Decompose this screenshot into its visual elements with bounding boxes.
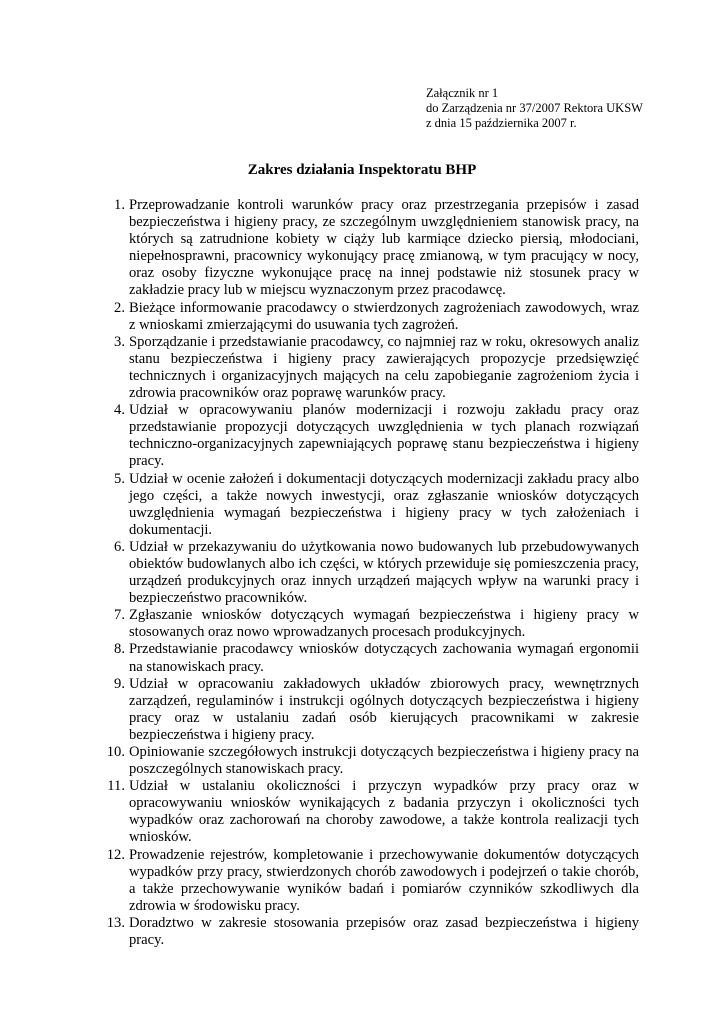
- list-item-number: 10.: [106, 744, 125, 760]
- attachment-line-3: z dnia 15 października 2007 r.: [426, 116, 577, 130]
- list-item-text: Doradztwo w zakresie stosowania przepisów oraz zasad bezpieczeństwa i higieny pracy.: [129, 914, 639, 949]
- list-item: [99, 197, 639, 300]
- list-item-text: Przeprowadzanie kontroli warunków pracy oraz przestrzegania przepisów i zasad bezpieczeństwa i higieny pracy, ze szczególnym uwzględnieniem stanowisk pracy, na których są zatrudnione kobiety w ciąży lub karmiące dziecko piersią, młodociani, niepełnosprawni, pracownicy wykonujący pracę zmianową, w tym pracujący w nocy, oraz osoby fizyczne wykonujące pracę na innej podstawie niż stosunek pracy w zakładzie pracy lub w miejscu wyznaczonym przez pracodawcę.: [129, 197, 639, 299]
- list-item: [99, 402, 639, 470]
- attachment-line-1: Załącznik nr 1: [426, 86, 499, 100]
- list-item-text: Udział w opracowywaniu planów modernizacji i rozwoju zakładu pracy oraz przedstawianie propozycji dotyczących uwzględnienia w tych planach rozwiązań techniczno-organizacyjnych zapewniających poprawę stanu bezpieczeństwa i higieny pracy.: [129, 402, 639, 470]
- list-item: [99, 539, 639, 607]
- document-title: Zakres działania Inspektoratu BHP: [247, 162, 477, 178]
- list-item-text: Opiniowanie szczegółowych instrukcji dotyczących bezpieczeństwa i higieny pracy na poszczególnych stanowiskach pracy.: [129, 744, 639, 778]
- list-item-text: Udział w ocenie założeń i dokumentacji dotyczących modernizacji zakładu pracy albo jego części, a także nowych inwestycji, oraz zgłaszanie wniosków dotyczących uwzględnienia wymagań bezpieczeństwa i higieny pracy w tych założeniach i dokumentacji.: [129, 470, 639, 538]
- attachment-header: [426, 86, 643, 131]
- list-item-number: 8.: [114, 641, 125, 658]
- list-item-text: Sporządzanie i przedstawianie pracodawcy, co najmniej raz w roku, okresowych analiz stanu bezpieczeństwa i higieny pracy zawierających propozycje przedsięwzięć technicznych i organizacyjnych mających na celu zapobieganie zagrożeniom życia i zdrowia pracowników oraz poprawę warunków pracy.: [129, 333, 639, 402]
- list-item: [99, 676, 639, 744]
- list-item-number: 3.: [114, 333, 125, 350]
- list-item-text: Zgłaszanie wniosków dotyczących wymagań bezpieczeństwa i higieny pracy w stosowanych oraz nowo wprowadzanych procesach produkcyjnych.: [129, 607, 639, 641]
- duties-list: [99, 197, 639, 949]
- list-item-number: 4.: [114, 402, 125, 419]
- list-item-number: 6.: [114, 538, 125, 555]
- list-item: [99, 847, 639, 915]
- attachment-line-2: do Zarządzenia nr 37/2007 Rektora UKSW: [426, 101, 643, 115]
- list-item-number: 13.: [106, 914, 125, 931]
- list-item-number: 11.: [107, 778, 125, 795]
- list-item: [99, 471, 639, 539]
- list-item-text: Bieżące informowanie pracodawcy o stwierdzonych zagrożeniach zawodowych, wraz z wnioskami zmierzającymi do usuwania tych zagrożeń.: [129, 299, 639, 333]
- list-item: [99, 744, 639, 778]
- list-item: [99, 334, 639, 402]
- list-item-number: 7.: [114, 607, 125, 624]
- list-item-number: 2.: [114, 299, 125, 316]
- list-item-text: Prowadzenie rejestrów, kompletowanie i przechowywanie dokumentów dotyczących wypadków przy pracy, stwierdzonych chorób zawodowych i podejrzeń o takie chorób, a także przechowywanie wyników badań i pomiarów czynników szkodliwych dla zdrowia w środowisku pracy.: [129, 846, 639, 914]
- list-item-text: Przedstawianie pracodawcy wniosków dotyczących zachowania wymagań ergonomii na stanowiskach pracy.: [129, 641, 639, 675]
- list-item-number: 1.: [114, 197, 125, 213]
- list-item: [99, 778, 639, 846]
- list-item-text: Udział w opracowaniu zakładowych układów zbiorowych pracy, wewnętrznych zarządzeń, regulaminów i instrukcji ogólnych dotyczących bezpieczeństwa i higieny pracy oraz w ustalaniu zadań osób kierujących pracownikami w zakresie bezpieczeństwa i higieny pracy.: [129, 675, 639, 743]
- list-item: [99, 915, 639, 949]
- list-item-number: 9.: [114, 675, 125, 692]
- list-item-text: Udział w ustalaniu okoliczności i przyczyn wypadków przy pracy oraz w opracowywaniu wniosków wynikających z badania przyczyn i okoliczności tych wypadków oraz zachorowań na choroby zawodowe, a także kontrola realizacji tych wniosków.: [129, 778, 639, 846]
- list-item-number: 5.: [114, 470, 125, 487]
- list-item: [99, 300, 639, 334]
- list-item-number: 12.: [106, 846, 125, 863]
- list-item: [99, 607, 639, 641]
- list-item: [99, 641, 639, 675]
- list-item-text: Udział w przekazywaniu do użytkowania nowo budowanych lub przebudowywanych obiektów budowlanych albo ich części, w których przewiduje się pomieszczenia pracy, urządzeń produkcyjnych oraz innych urządzeń mających wpływ na warunki pracy i bezpieczeństwo pracowników.: [129, 538, 639, 607]
